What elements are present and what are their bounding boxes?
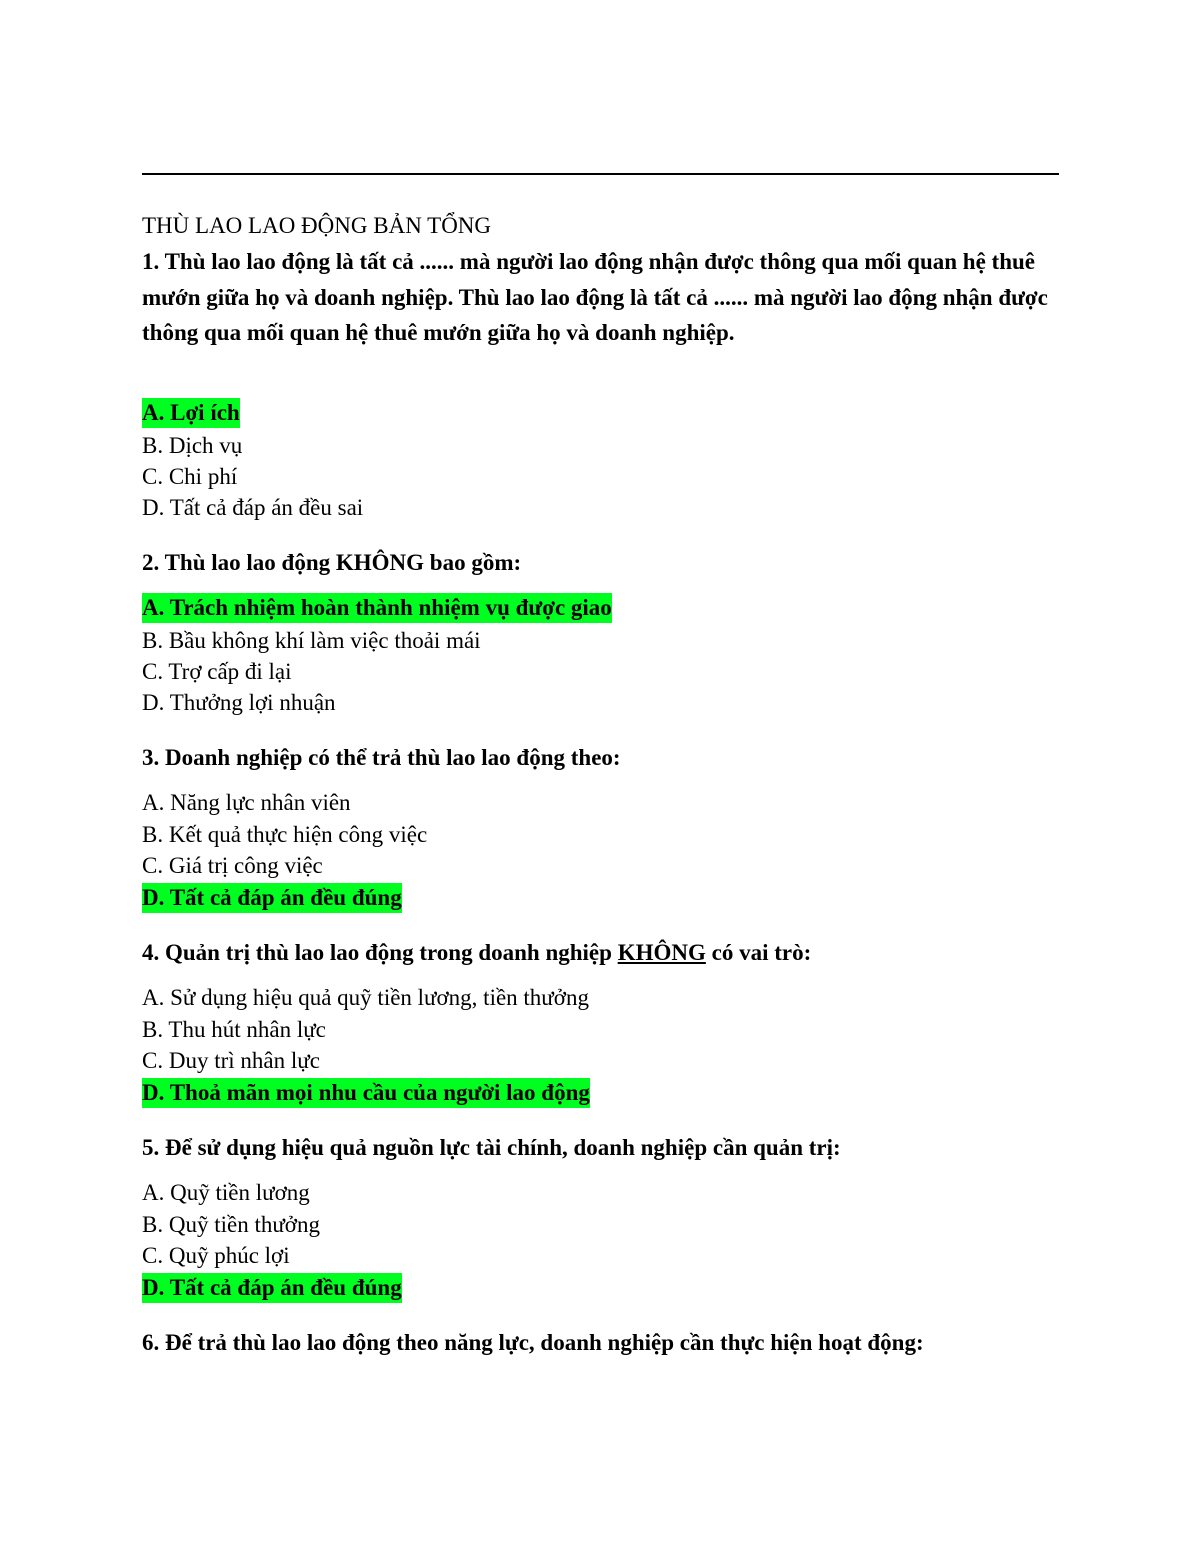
question-1-option-a[interactable]: A. Lợi ích (142, 398, 240, 428)
question-6-prompt: 6. Để trả thù lao lao động theo năng lực, doanh nghiệp cần thực hiện hoạt động: (142, 1330, 924, 1355)
header-rule (142, 173, 1059, 175)
question-3-option-c[interactable]: C. Giá trị công việc (142, 853, 323, 878)
question-3-option-d[interactable]: D. Tất cả đáp án đều đúng (142, 883, 402, 913)
document-title: THÙ LAO LAO ĐỘNG BẢN TỔNG (142, 213, 492, 238)
question-3-prompt: 3. Doanh nghiệp có thể trả thù lao lao động theo: (142, 745, 621, 770)
question-2-option-b[interactable]: B. Bầu không khí làm việc thoải mái (142, 628, 481, 653)
question-3-option-a[interactable]: A. Năng lực nhân viên (142, 790, 351, 815)
question-2-option-c[interactable]: C. Trợ cấp đi lại (142, 659, 292, 684)
question-5-option-b[interactable]: B. Quỹ tiền thưởng (142, 1212, 320, 1237)
question-4-prompt-start: 4. Quản trị thù lao lao động trong doanh nghiệp (142, 940, 618, 965)
question-2-prompt: 2. Thù lao lao động KHÔNG bao gồm: (142, 550, 522, 575)
question-5-option-c[interactable]: C. Quỹ phúc lợi (142, 1243, 290, 1268)
question-1-option-c[interactable]: C. Chi phí (142, 464, 238, 489)
question-4-option-c[interactable]: C. Duy trì nhân lực (142, 1048, 320, 1073)
question-2-option-a[interactable]: A. Trách nhiệm hoàn thành nhiệm vụ được giao (142, 593, 612, 623)
question-4-prompt-end: có vai trò: (705, 940, 812, 965)
question-1-option-b[interactable]: B. Dịch vụ (142, 433, 243, 458)
question-5-option-a[interactable]: A. Quỹ tiền lương (142, 1180, 310, 1205)
question-4-option-b[interactable]: B. Thu hút nhân lực (142, 1017, 326, 1042)
question-1-option-d[interactable]: D. Tất cả đáp án đều sai (142, 495, 364, 520)
question-5-option-d[interactable]: D. Tất cả đáp án đều đúng (142, 1273, 402, 1303)
question-4-option-d[interactable]: D. Thoả mãn mọi nhu cầu của người lao động (142, 1078, 590, 1108)
question-2-option-d[interactable]: D. Thưởng lợi nhuận (142, 690, 336, 715)
question-5-prompt: 5. Để sử dụng hiệu quả nguồn lực tài chính, doanh nghiệp cần quản trị: (142, 1135, 841, 1160)
question-4-prompt (142, 935, 1062, 971)
question-4-prompt-emphasis: KHÔNG (617, 940, 706, 965)
question-3-option-b[interactable]: B. Kết quả thực hiện công việc (142, 822, 428, 847)
question-4-option-a[interactable]: A. Sử dụng hiệu quả quỹ tiền lương, tiền thưởng (142, 985, 589, 1010)
question-1-prompt: 1. Thù lao lao động là tất cả ...... mà người lao động nhận được thông qua mối quan hệ thuê mướn giữa họ và doanh nghiệp. Thù lao lao động là tất cả ...... mà người lao động nhận được thông qua mối quan hệ thuê mướn giữa họ và doanh nghiệp. (142, 249, 1048, 345)
